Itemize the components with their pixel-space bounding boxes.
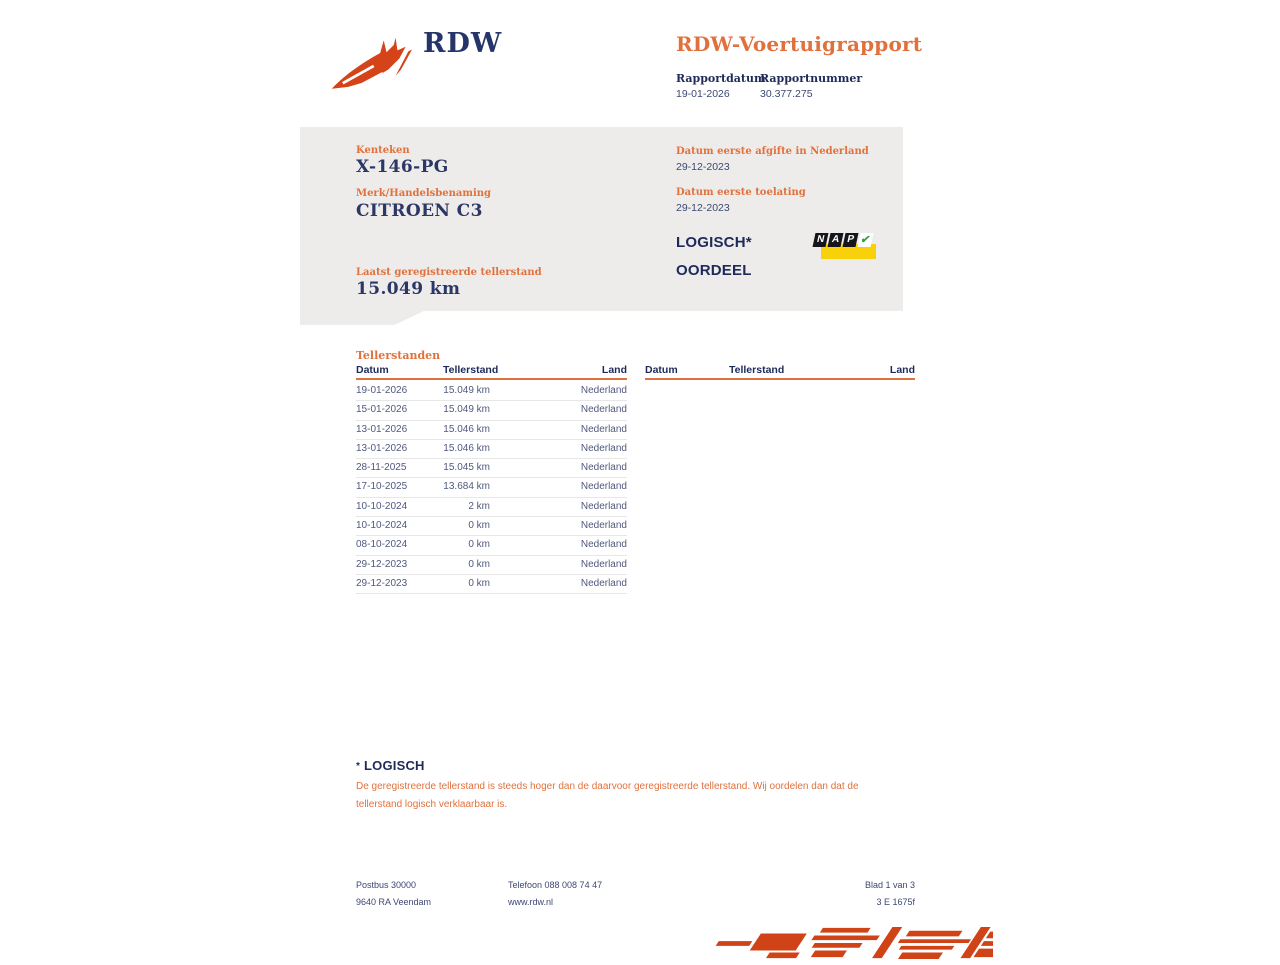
merk-value: CITROEN C3 <box>356 201 483 221</box>
afgifte-label: Datum eerste afgifte in Nederland <box>676 146 869 157</box>
report-number-value: 30.377.275 <box>760 88 813 100</box>
nap-letter-n: N <box>813 233 829 247</box>
footer-form-code: 3 E 1675f <box>876 897 915 907</box>
rdw-logo-text: RDW <box>423 28 503 59</box>
footer-website-link[interactable]: www.rdw.nl <box>508 897 554 907</box>
tellerstand-value: 15.049 km <box>356 279 461 299</box>
col-land: Land <box>889 364 915 376</box>
footer-address-line2: 9640 RA Veendam <box>356 897 432 907</box>
vehicle-summary-panel <box>300 127 903 311</box>
footnote-text: De geregistreerde tellerstand is steeds hoger dan de daarvoor geregistreerde tellerstand. Wij oordelen dan dat de tellerstand logisch verklaarbaar is. <box>356 781 859 810</box>
table-header-row <box>356 364 627 380</box>
report-date-label: Rapportdatum <box>676 72 766 85</box>
table-row: 10-10-2024 0 km Nederland <box>356 517 627 536</box>
oordeel-line1: LOGISCH* <box>676 234 752 251</box>
table-row: 28-11-2025 15.045 km Nederland <box>356 459 627 478</box>
table-row: 13-01-2026 15.046 km Nederland <box>356 440 627 459</box>
table-row: 17-10-2025 13.684 km Nederland <box>356 478 627 497</box>
footer-address-line1: Postbus 30000 <box>356 880 417 890</box>
footnote-title: LOGISCH <box>364 758 425 773</box>
table-body <box>356 382 627 594</box>
tellerstanden-table-left <box>356 364 627 594</box>
col-datum: Datum <box>356 364 389 376</box>
nap-letter-p: P <box>843 233 859 247</box>
footer-page-number: Blad 1 van 3 <box>864 880 915 890</box>
table-row: 15-01-2026 15.049 km Nederland <box>356 401 627 420</box>
footer-phone: Telefoon 088 008 74 47 <box>508 880 603 890</box>
report-date-value: 19-01-2026 <box>676 88 730 100</box>
report-number-label: Rapportnummer <box>760 72 863 85</box>
kenteken-label: Kenteken <box>356 145 410 156</box>
col-land: Land <box>601 364 627 376</box>
col-tellerstand: Tellerstand <box>443 364 499 376</box>
toelating-value: 29-12-2023 <box>676 202 730 214</box>
merk-label: Merk/Handelsbenaming <box>356 188 492 199</box>
tellerstand-label: Laatst geregistreerde tellerstand <box>356 267 542 278</box>
table-row: 08-10-2024 0 km Nederland <box>356 536 627 555</box>
nap-checkmark-icon: ✔ <box>858 233 874 247</box>
table-header-row <box>645 364 915 380</box>
table-row: 29-12-2023 0 km Nederland <box>356 556 627 575</box>
toelating-label: Datum eerste toelating <box>676 187 806 198</box>
table-row: 19-01-2026 15.049 km Nederland <box>356 382 627 401</box>
nap-logo-icon <box>812 233 876 261</box>
col-datum: Datum <box>645 364 678 376</box>
tellerstanden-table-right <box>645 364 915 380</box>
table-row: 29-12-2023 0 km Nederland <box>356 575 627 594</box>
page-title: RDW-Voertuigrapport <box>676 32 923 56</box>
rdw-feather-logo-icon <box>330 36 412 94</box>
table-title: Tellerstanden <box>356 349 441 362</box>
oordeel-line2: OORDEEL <box>676 262 752 279</box>
table-row: 10-10-2024 2 km Nederland <box>356 498 627 517</box>
col-tellerstand: Tellerstand <box>729 364 785 376</box>
nap-letter-a: A <box>828 233 844 247</box>
afgifte-value: 29-12-2023 <box>676 161 730 173</box>
kenteken-value: X-146-PG <box>356 157 449 177</box>
table-row: 13-01-2026 15.046 km Nederland <box>356 421 627 440</box>
oordeel-verdict <box>676 229 752 285</box>
footnote-asterisk: * <box>356 761 360 772</box>
rdw-stripe-pattern-graphic <box>688 926 993 960</box>
